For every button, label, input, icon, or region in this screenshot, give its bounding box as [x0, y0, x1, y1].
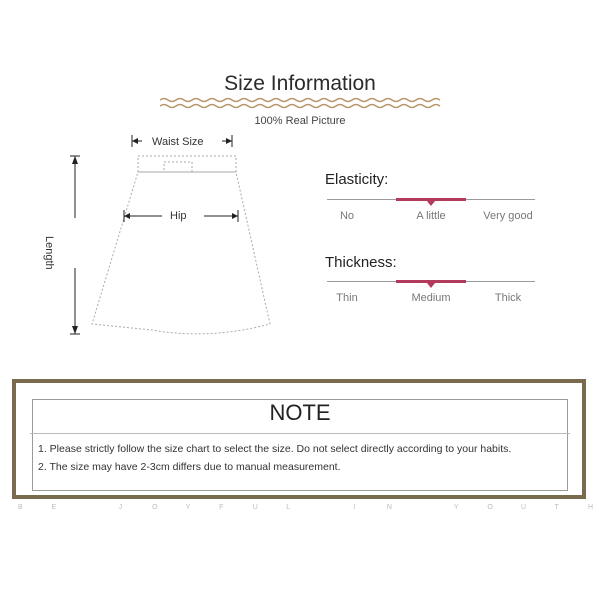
tagline-letter: E	[51, 504, 57, 511]
elasticity-option-a-little: A little	[416, 210, 446, 222]
tagline-letter: U	[252, 504, 258, 511]
thickness-marker	[427, 283, 435, 288]
tagline-letter: B	[18, 504, 23, 511]
length-label: Length	[43, 236, 55, 270]
page-subtitle: 100% Real Picture	[254, 115, 346, 127]
elasticity-option-very-good: Very good	[483, 210, 533, 222]
thickness-option-thin: Thin	[336, 292, 358, 304]
tagline-letter: O	[152, 504, 158, 511]
tagline-letter: H	[588, 504, 594, 511]
tagline-letter: O	[487, 504, 493, 511]
decorative-wave	[160, 96, 442, 110]
tagline-letter: L	[286, 504, 291, 511]
tagline-letter: I	[353, 504, 356, 511]
thickness-option-medium: Medium	[411, 292, 451, 304]
thickness-title: Thickness:	[325, 254, 397, 271]
tagline-letter: J	[118, 504, 123, 511]
thickness-option-thick: Thick	[494, 292, 522, 304]
note-box	[12, 379, 586, 499]
page-title: Size Information	[224, 72, 376, 95]
note-divider	[30, 433, 570, 434]
elasticity-marker	[427, 201, 435, 206]
hip-label: Hip	[170, 210, 187, 222]
note-title: NOTE	[269, 400, 331, 425]
tagline-letter: T	[554, 504, 559, 511]
waist-size-label: Waist Size	[152, 136, 204, 148]
tagline-letter: Y	[453, 504, 459, 511]
skirt-diagram	[60, 128, 280, 348]
tagline-letter: Y	[185, 504, 191, 511]
elasticity-title: Elasticity:	[325, 171, 389, 188]
note-line-1: 1. Please strictly follow the size chart to select the size. Do not select directly according to your habits.	[38, 443, 512, 455]
elasticity-option-no: No	[339, 210, 355, 222]
note-line-2: 2. The size may have 2-3cm differs due to manual measurement.	[38, 461, 341, 473]
tagline-letter: F	[219, 504, 224, 511]
tagline-letter: N	[386, 504, 392, 511]
tagline-letter: U	[520, 504, 526, 511]
